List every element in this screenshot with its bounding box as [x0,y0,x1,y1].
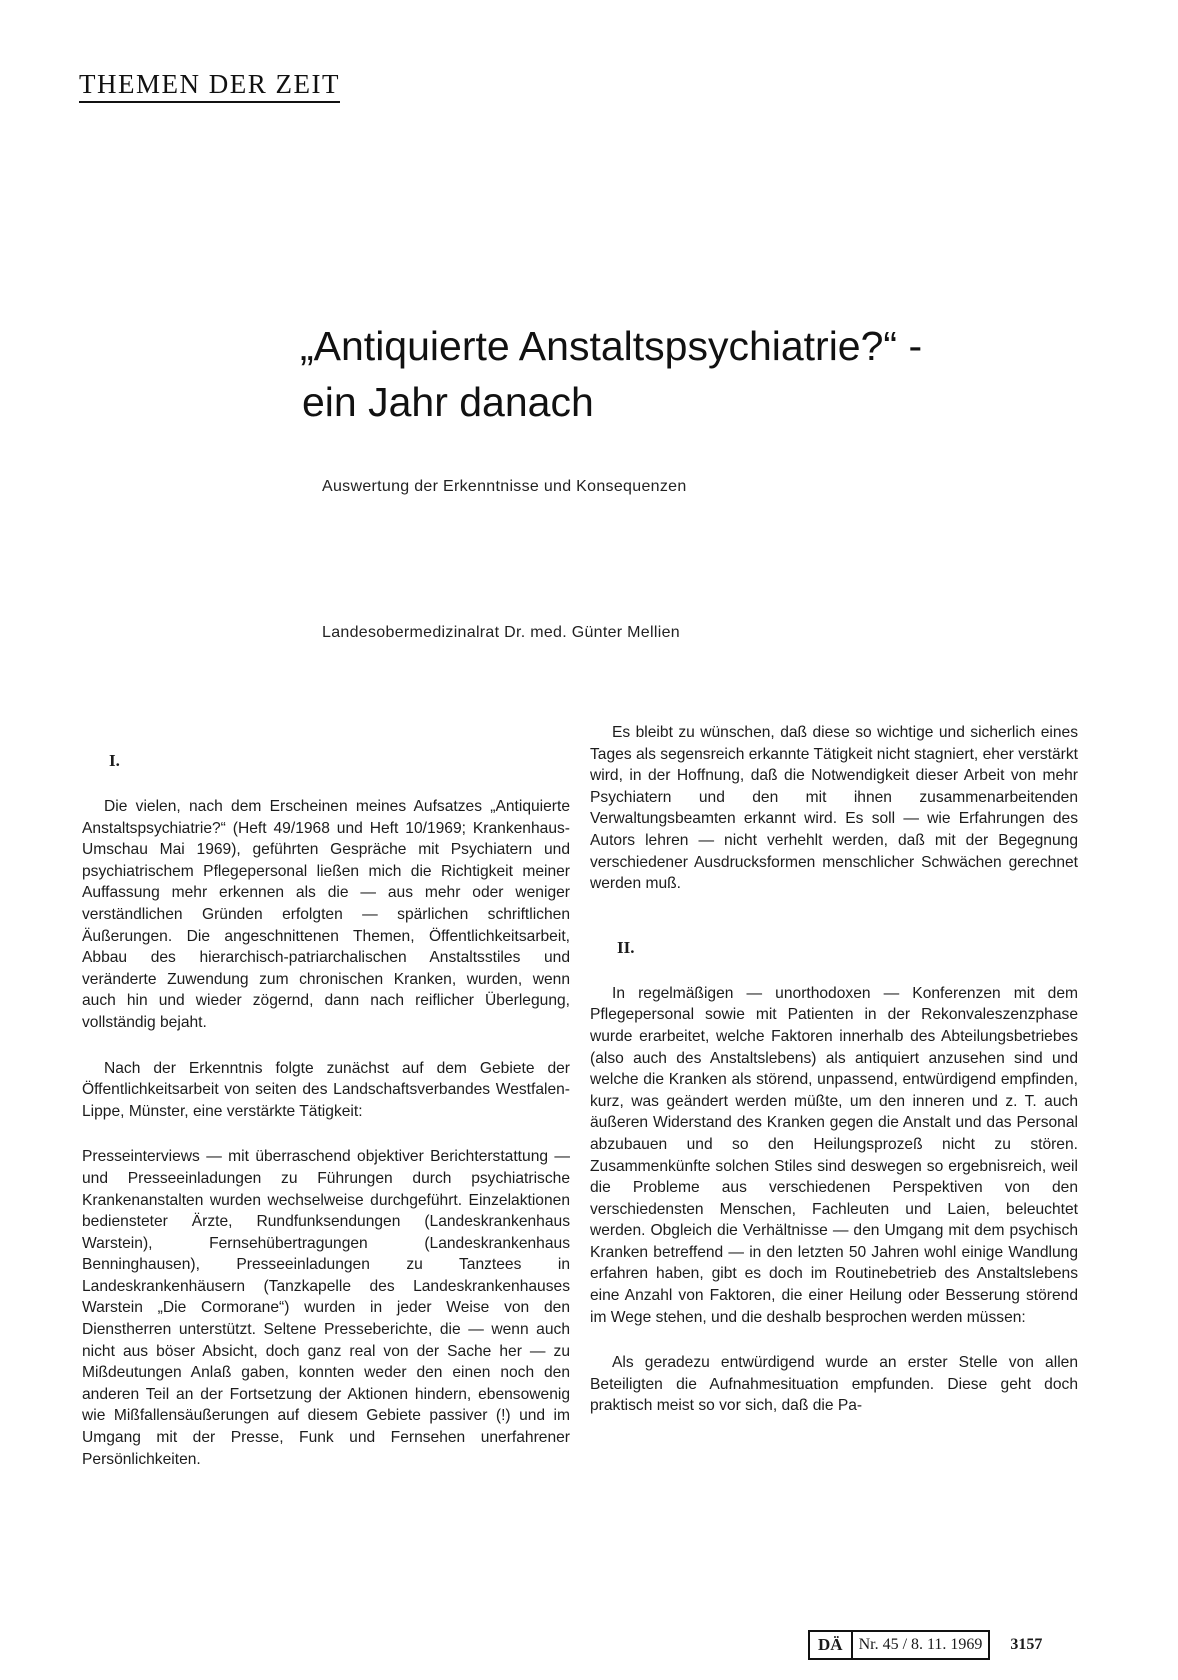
article-title [300,318,1060,430]
left-column [82,750,570,1494]
article-subtitle: Auswertung der Erkenntnisse und Konsequenzen [322,478,687,495]
page-footer [808,1630,1042,1660]
paragraph: Presseinterviews — mit überraschend objektiver Berichterstattung — und Presseeinladungen zu Führungen durch psychiatrische Krankenanstalten wurden wechselweise durchgeführt. Einzelaktionen bediensteter Ärzte, Rundfunksendungen (Landeskrankenhaus Warstein), Fernsehübertragungen (Landeskrankenhaus Benninghausen), Presseeinladungen zu Tanztees in Landeskrankenhäusern (Tanzkapelle des Landeskrankenhauses Warstein „Die Cormorane“) wurden in jeder Weise von den Dienstherren unterstützt. Seltene Presseberichte, die — wenn auch nicht aus böser Absicht, doch ganz real von der Sache her — zu Mißdeutungen Anlaß gaben, konnten weder den einen noch den anderen Teil an der Fortsetzung der Aktionen hindern, ebensowenig wie Mißfallensäußerungen auf diesem Gebiete passiver (!) und im Umgang mit der Presse, Funk und Fernsehen unerfahrener Persönlichkeiten. [82,1148,570,1468]
paragraph: Als geradezu entwürdigend wurde an erster Stelle von allen Beteiligten die Aufnahmesituation empfunden. Diese geht doch praktisch meist so vor sich, daß die Pa- [590,1354,1078,1415]
page-number: 3157 [1010,1636,1043,1653]
journal-mark: DÄ [808,1630,851,1660]
section-heading-2: II. [617,937,635,957]
section-header: THEMEN DER ZEIT [79,70,340,103]
paragraph: Nach der Erkenntnis folgte zunächst auf dem Gebiete der Öffentlichkeitsarbeit von seiten des Landschaftsverbandes Westfalen-Lippe, Münster, eine verstärkte Tätigkeit: [82,1059,570,1120]
article-author: Landesobermedizinalrat Dr. med. Günter Mellien [322,624,680,641]
paragraph: Es bleibt zu wünschen, daß diese so wichtige und sicherlich eines Tages als segensreich erkannte Tätigkeit nicht stagniert, eher verstärkt wird, in der Hoffnung, daß die Notwendigkeit dieser Arbeit von mehr Psychiatern und den mit ihnen zusammenarbeitenden Verwaltungsbeamten erkannt wird. Es soll — wie Erfahrungen des Autors lehren — nicht verhehlt werden, daß mit der Begegnung verschiedener Ausdrucksformen menschlicher Schwächen gerechnet werden muß. [590,724,1078,893]
paragraph: In regelmäßigen — unorthodoxen — Konferenzen mit dem Pflegepersonal sowie mit Patienten in der Rekonvaleszenzphase wurde erarbeitet, welche Faktoren innerhalb des Abteilungsbetriebes (also auch des Anstaltslebens) als antiquiert anzusehen sind und welche die Kranken als störend, unpassend, entwürdigend empfinden, kurz, was geändert werden müßte, um den inneren und z. T. auch äußeren Widerstand des Kranken gegen die Anstalt und das Personal abzubauen und so den Heilungsprozeß nicht zu stören. Zusammenkünfte solchen Stiles sind deswegen so ergebnisreich, weil die Probleme aus verschiedenen Perspektiven von den verschiedensten Menschen, Fachleuten und Laien, beleuchtet werden. Obgleich die Verhältnisse — den Umgang mit dem psychisch Kranken betreffend — in den letzten 50 Jahren wohl einige Wandlung erfahren haben, gibt es doch im Routinebetrieb des Anstaltslebens eine Anzahl von Faktoren, die einer Heilung oder Besserung störend im Wege stehen, und die deshalb besprochen werden müssen: [590,984,1078,1326]
title-line-1: „Antiquierte Anstaltspsychiatrie?“ - [300,323,923,369]
issue-info: Nr. 45 / 8. 11. 1969 [851,1630,991,1660]
paragraph: Die vielen, nach dem Erscheinen meines Aufsatzes „Antiquierte Anstaltspsychiatrie?“ (Heft 49/1968 und Heft 10/1969; Krankenhaus-Umschau Mai 1969), geführten Gespräche mit Psychiatern und psychiatrischem Pflegepersonal ließen mich die Richtigkeit meiner Auffassung mehr erkennen als die — aus mehr oder weniger verständlichen Gründen erfolgten — spärlichen schriftlichen Äußerungen. Die angeschnittenen Themen, Öffentlichkeitsarbeit, Abbau des hierarchisch-patriarchalischen Anstaltsstiles und veränderte Zuwendung zum chronischen Kranken, wurden, wenn auch hin und wieder zögernd, dann nach reiflicher Überlegung, vollständig bejaht. [82,798,570,1031]
title-line-2: ein Jahr danach [302,379,594,425]
right-column [590,722,1078,1441]
section-heading-1: I. [109,751,120,770]
